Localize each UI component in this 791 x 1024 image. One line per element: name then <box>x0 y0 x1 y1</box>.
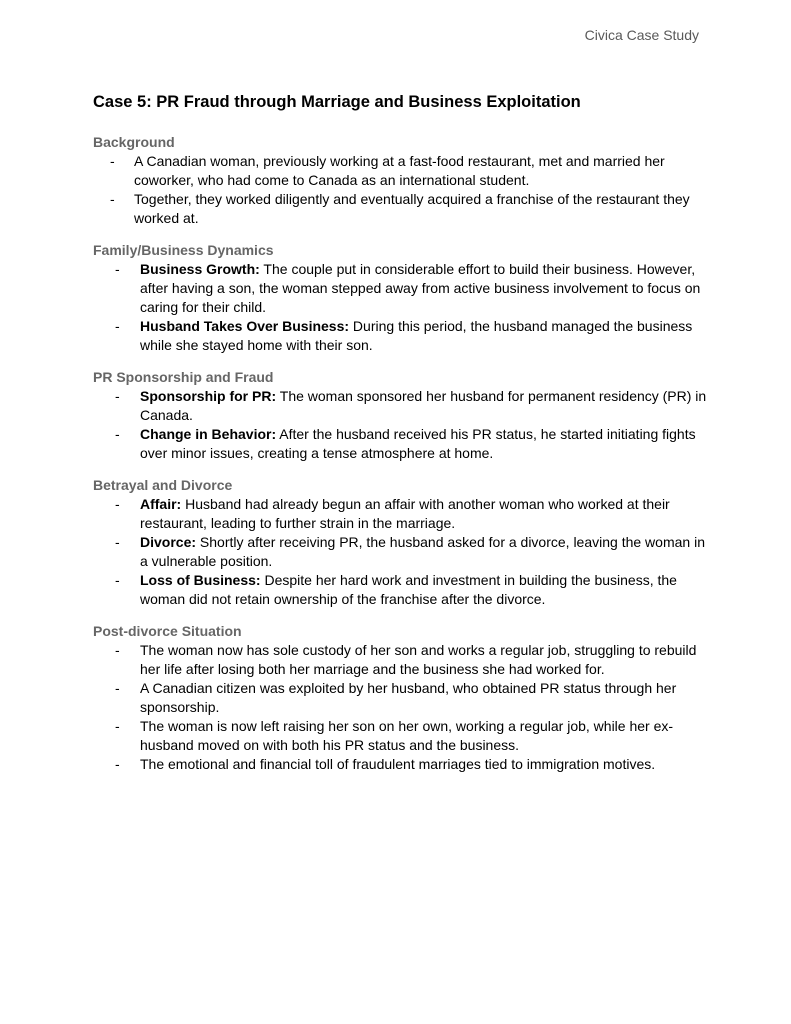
item-lead: Sponsorship for PR: <box>140 388 277 404</box>
item-lead: Loss of Business: <box>140 572 261 588</box>
bullet-list <box>93 387 713 463</box>
list-item <box>93 641 713 679</box>
list-item <box>93 571 713 609</box>
dash-bullet: - <box>115 496 120 512</box>
list-item <box>93 679 713 717</box>
section-post-divorce <box>93 622 713 774</box>
dash-bullet: - <box>115 261 120 277</box>
list-item <box>93 755 713 774</box>
item-text: Shortly after receiving PR, the husband asked for a divorce, leaving the woman in a vulnerable position. <box>140 534 705 569</box>
section-heading: Betrayal and Divorce <box>93 477 233 493</box>
section-heading: PR Sponsorship and Fraud <box>93 369 274 385</box>
document-title: Case 5: PR Fraud through Marriage and Business Exploitation <box>93 93 581 111</box>
section-pr-sponsorship <box>93 368 713 463</box>
bullet-list <box>93 495 713 609</box>
dash-bullet: - <box>115 426 120 442</box>
item-text: The woman now has sole custody of her son and works a regular job, struggling to rebuild her life after losing both her marriage and the business she had worked for. <box>140 642 697 677</box>
dash-bullet: - <box>115 718 120 734</box>
bullet-list <box>93 641 713 774</box>
item-text: The woman is now left raising her son on her own, working a regular job, while her ex-husband moved on with both his PR status and the business. <box>140 718 674 753</box>
item-text: The woman sponsored her husband for permanent residency (PR) in Canada. <box>140 388 707 423</box>
bullet-list <box>93 260 713 355</box>
item-text: Despite her hard work and investment in building the business, the woman did not retain ownership of the franchise after the divorce. <box>140 572 677 607</box>
section-background <box>93 133 713 228</box>
dash-bullet: - <box>115 756 120 772</box>
dash-bullet: - <box>115 680 120 696</box>
bullet-list <box>93 152 713 228</box>
running-header: Civica Case Study <box>584 27 699 43</box>
item-text: Husband had already begun an affair with another woman who worked at their restaurant, leading to further strain in the marriage. <box>140 496 670 531</box>
dash-bullet: - <box>115 642 120 658</box>
item-text: The emotional and financial toll of fraudulent marriages tied to immigration motives. <box>140 756 656 772</box>
item-text: The couple put in considerable effort to build their business. However, after having a son, the woman stepped away from active business involvement to focus on caring for their child. <box>140 261 701 315</box>
item-text: After the husband received his PR status, he started initiating fights over minor issues, creating a tense atmosphere at home. <box>140 426 696 461</box>
section-heading: Background <box>93 134 175 150</box>
section-family-business <box>93 241 713 355</box>
list-item <box>93 152 713 190</box>
list-item <box>93 533 713 571</box>
item-lead: Husband Takes Over Business: <box>140 318 350 334</box>
dash-bullet: - <box>115 318 120 334</box>
list-item <box>93 387 713 425</box>
item-text: During this period, the husband managed the business while she stayed home with their son. <box>140 318 693 353</box>
section-betrayal-divorce <box>93 476 713 609</box>
list-item <box>93 190 713 228</box>
list-item <box>93 425 713 463</box>
list-item <box>93 717 713 755</box>
item-text: A Canadian woman, previously working at a fast-food restaurant, met and married her coworker, who had come to Canada as an international student. <box>134 153 665 188</box>
dash-bullet: - <box>115 388 120 404</box>
item-lead: Divorce: <box>140 534 197 550</box>
list-item <box>93 317 713 355</box>
item-lead: Affair: <box>140 496 182 512</box>
list-item <box>93 260 713 317</box>
item-lead: Business Growth: <box>140 261 260 277</box>
list-item <box>93 495 713 533</box>
item-text: Together, they worked diligently and eventually acquired a franchise of the restaurant they worked at. <box>134 191 690 226</box>
dash-bullet: - <box>110 191 115 207</box>
dash-bullet: - <box>110 153 115 169</box>
dash-bullet: - <box>115 534 120 550</box>
item-lead: Change in Behavior: <box>140 426 277 442</box>
dash-bullet: - <box>115 572 120 588</box>
section-heading: Post-divorce Situation <box>93 623 242 639</box>
item-text: A Canadian citizen was exploited by her husband, who obtained PR status through her sponsorship. <box>140 680 677 715</box>
document-body <box>93 133 713 787</box>
section-heading: Family/Business Dynamics <box>93 242 274 258</box>
